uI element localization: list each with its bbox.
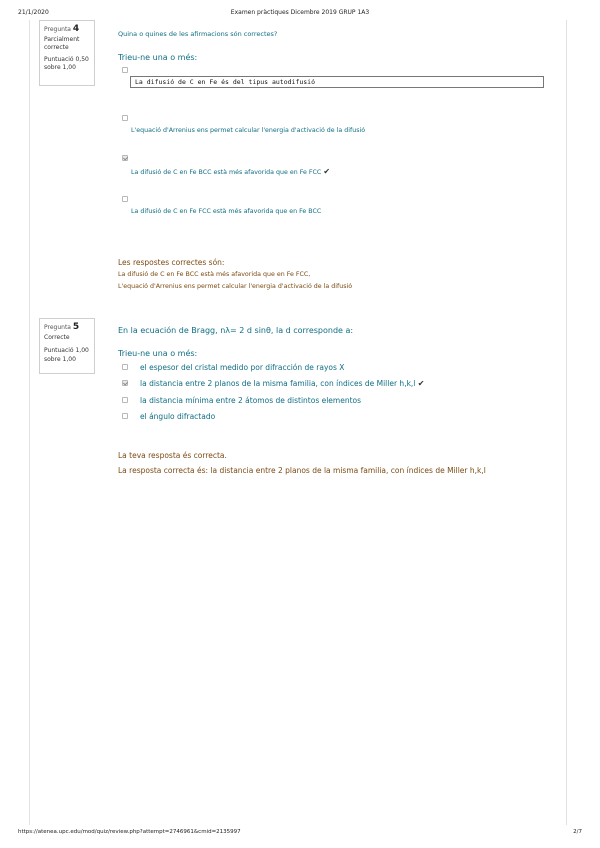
question-score: Puntuació 1,00 sobre 1,00	[44, 347, 89, 363]
left-rule	[29, 20, 30, 825]
q4-feedback-title: Les respostes correctes són:	[118, 258, 225, 267]
print-url: https://atenea.upc.edu/mod/quiz/review.php?attempt=2746961&cmid=2135997	[18, 829, 241, 835]
question-4-prompt: Trieu-ne una o més:	[118, 53, 198, 62]
question-4-info	[39, 20, 95, 86]
q5-option-3-checkbox[interactable]	[122, 397, 128, 403]
q5-feedback-status: La teva resposta és correcta.	[118, 451, 227, 460]
q5-option-4-checkbox[interactable]	[122, 413, 128, 419]
question-state: Parcialment correcte	[44, 35, 80, 51]
print-page-number: 2/7	[573, 829, 582, 835]
q5-option-1-text: el espesor del cristal medido por difracción de rayos X	[140, 363, 345, 372]
q4-feedback-line-2: L'equació d'Arrenius ens permet calcular l'energia d'activació de la difusió	[118, 283, 353, 290]
q5-option-2-text: la distancia entre 2 planos de la misma familia, con índices de Miller h,k,l	[140, 379, 416, 388]
q4-option-2-text: L'equació d'Arrenius ens permet calcular l'energia d'activació de la difusió	[131, 127, 366, 134]
q4-option-3-checkbox[interactable]	[122, 155, 128, 161]
print-title: Examen pràctiques Dicembre 2019 GRUP 1A3	[230, 9, 370, 16]
question-label: Pregunta	[44, 26, 71, 33]
question-state: Correcte	[44, 333, 70, 341]
q4-option-4-text: La difusió de C en Fe FCC està més afavorida que en Fe BCC	[131, 208, 322, 215]
q4-option-3-text: La difusió de C en Fe BCC està més afavorida que en Fe FCC	[131, 169, 322, 176]
q5-option-2-checkbox[interactable]	[122, 380, 128, 386]
q5-option-4-text: el ángulo difractado	[140, 412, 216, 421]
question-5-text: En la ecuación de Bragg, nλ= 2 d sinθ, la d corresponde a:	[118, 326, 354, 335]
question-4-text: Quina o quines de les afirmacions són correctes?	[118, 30, 278, 38]
q4-option-4-checkbox[interactable]	[122, 196, 128, 202]
question-label: Pregunta	[44, 324, 71, 331]
q4-option-1-text: La difusió de C en Fe és del tipus autodifusió	[130, 76, 544, 88]
q5-feedback-correct: La resposta correcta és: la distancia entre 2 planos de la misma familia, con índices de Miller h,k,l	[118, 466, 486, 475]
q5-option-1-checkbox[interactable]	[122, 364, 128, 370]
q4-feedback-line-1: La difusió de C en Fe BCC està més afavorida que en Fe FCC,	[118, 271, 311, 278]
right-rule	[566, 20, 567, 825]
q4-option-2-checkbox[interactable]	[122, 115, 128, 121]
q5-option-2-row	[140, 379, 424, 388]
q4-option-1-checkbox[interactable]	[122, 67, 128, 73]
question-5-prompt: Trieu-ne una o més:	[118, 349, 198, 358]
q4-option-3-row	[131, 167, 330, 176]
question-5-info	[39, 318, 95, 374]
print-date: 21/1/2020	[18, 9, 49, 16]
correct-check-icon: ✔	[323, 167, 331, 176]
question-number: 5	[72, 322, 80, 332]
question-score: Puntuació 0,50 sobre 1,00	[44, 55, 89, 71]
correct-check-icon: ✔	[417, 379, 425, 388]
question-number: 4	[72, 24, 80, 34]
q5-option-3-text: la distancia mínima entre 2 átomos de distintos elementos	[140, 396, 362, 405]
